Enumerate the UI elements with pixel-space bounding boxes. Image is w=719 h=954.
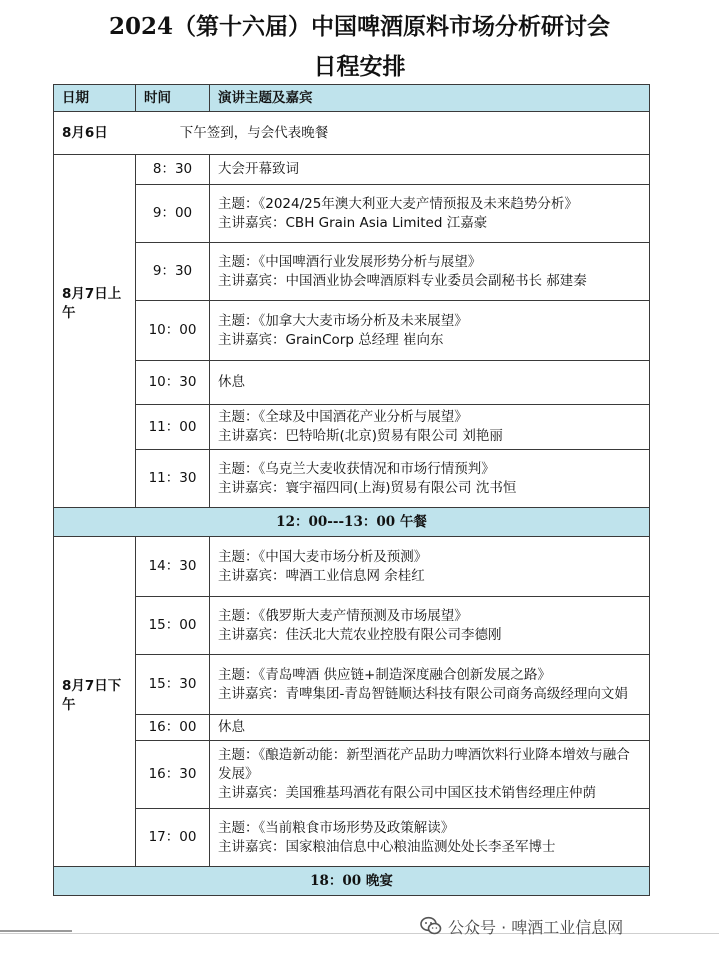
session-line: 主题：《青岛啤酒 供应链+制造深度融合创新发展之路》 <box>218 666 551 683</box>
session-topic <box>210 741 650 809</box>
session-line: 主讲嘉宾：啤酒工业信息网 余桂红 <box>218 567 425 584</box>
table-row <box>54 361 650 405</box>
session-topic <box>210 715 650 741</box>
table-row <box>54 597 650 655</box>
watermark-text: 公众号 · 啤酒工业信息网 <box>448 917 624 937</box>
session-line: 主讲嘉宾：中国酒业协会啤酒原料专业委员会副秘书长 郝建秦 <box>218 272 587 289</box>
session-line: 休息 <box>218 719 245 735</box>
session-time: 11：30 <box>136 450 210 508</box>
table-header <box>54 85 650 112</box>
session-topic <box>210 361 650 405</box>
session-line: 休息 <box>218 374 245 390</box>
session-time: 9：00 <box>136 185 210 243</box>
session-line: 主题：《中国啤酒行业发展形势分析与展望》 <box>218 253 482 270</box>
wechat-icon <box>420 916 442 936</box>
session-topic <box>210 155 650 185</box>
table-row <box>54 301 650 361</box>
session-line: 主题：《全球及中国酒花产业分析与展望》 <box>218 409 468 425</box>
session-line: 大会开幕致词 <box>218 161 299 177</box>
session-line: 主讲嘉宾：CBH Grain Asia Limited 江嘉豪 <box>218 214 488 231</box>
page-subtitle: 日程安排 <box>313 53 406 80</box>
session-time: 9：30 <box>136 243 210 301</box>
session-topic <box>210 405 650 450</box>
header-date: 日期 <box>54 85 136 112</box>
table-row <box>54 809 650 867</box>
afternoon-date: 8月7日下午 <box>54 537 136 867</box>
session-line: 主讲嘉宾：美国雅基玛酒花有限公司中国区技术销售经理庄仲荫 <box>218 785 596 801</box>
table-row <box>54 715 650 741</box>
session-line: 主讲嘉宾：寰宇福四同(上海)贸易有限公司 沈书恒 <box>218 479 517 496</box>
aug6-note: 下午签到，与会代表晚餐 <box>179 124 329 141</box>
session-line: 主题：《中国大麦市场分析及预测》 <box>218 548 428 565</box>
session-time: 11：00 <box>136 405 210 450</box>
session-line: 主题：《当前粮食市场形势及政策解读》 <box>218 819 455 836</box>
session-time: 16：00 <box>136 715 210 741</box>
page-corner-mark <box>0 930 72 932</box>
lunch-row <box>54 508 650 537</box>
session-time: 15：30 <box>136 655 210 715</box>
session-time: 10：00 <box>136 301 210 361</box>
table-row <box>54 155 650 185</box>
table-row <box>54 537 650 597</box>
table-row <box>54 655 650 715</box>
table-row <box>54 450 650 508</box>
session-topic <box>210 301 650 361</box>
header-time: 时间 <box>136 85 210 112</box>
session-topic <box>210 809 650 867</box>
session-topic <box>210 450 650 508</box>
session-topic <box>210 243 650 301</box>
session-line: 主讲嘉宾：巴特哈斯(北京)贸易有限公司 刘艳丽 <box>218 428 503 444</box>
session-line: 主题：《乌克兰大麦收获情况和市场行情预判》 <box>218 460 495 477</box>
session-line: 主题：《俄罗斯大麦产情预测及市场展望》 <box>218 607 468 624</box>
session-line: 主题：《加拿大大麦市场分析及未来展望》 <box>218 312 468 329</box>
session-topic <box>210 537 650 597</box>
lunch-cell: 12：00---13：00 午餐 <box>54 508 650 537</box>
header-topic: 演讲主题及嘉宾 <box>210 85 650 112</box>
table-row <box>54 741 650 809</box>
dinner-cell: 18：00 晚宴 <box>54 867 650 896</box>
table-row <box>54 243 650 301</box>
session-time: 17：00 <box>136 809 210 867</box>
session-line: 主讲嘉宾：佳沃北大荒农业控股有限公司李德刚 <box>218 626 502 643</box>
schedule-table <box>53 84 650 896</box>
aug6-cell <box>54 112 650 155</box>
session-topic <box>210 655 650 715</box>
session-topic <box>210 597 650 655</box>
session-topic <box>210 185 650 243</box>
session-line: 主讲嘉宾：青啤集团-青岛智链顺达科技有限公司商务高级经理向文娟 <box>218 685 628 702</box>
dinner-row <box>54 867 650 896</box>
session-line: 主题：《酿造新动能：新型酒花产品助力啤酒饮料行业降本增效与融合发展》 <box>218 747 630 782</box>
table-row <box>54 405 650 450</box>
page-title: 2024（第十六届）中国啤酒原料市场分析研讨会 <box>108 13 610 40</box>
aug6-date: 8月6日 <box>62 124 108 141</box>
session-line: 主题：《2024/25年澳大利亚大麦产情预报及未来趋势分析》 <box>218 195 578 212</box>
table-row <box>54 185 650 243</box>
session-line: 主讲嘉宾：国家粮油信息中心粮油监测处处长李圣军博士 <box>218 838 556 855</box>
session-time: 8：30 <box>136 155 210 185</box>
aug6-row <box>54 112 650 155</box>
session-time: 16：30 <box>136 741 210 809</box>
watermark <box>420 912 623 940</box>
morning-date: 8月7日上午 <box>54 155 136 508</box>
session-line: 主讲嘉宾：GrainCorp 总经理 崔向东 <box>218 331 444 348</box>
session-time: 14：30 <box>136 537 210 597</box>
session-time: 10：30 <box>136 361 210 405</box>
session-time: 15：00 <box>136 597 210 655</box>
